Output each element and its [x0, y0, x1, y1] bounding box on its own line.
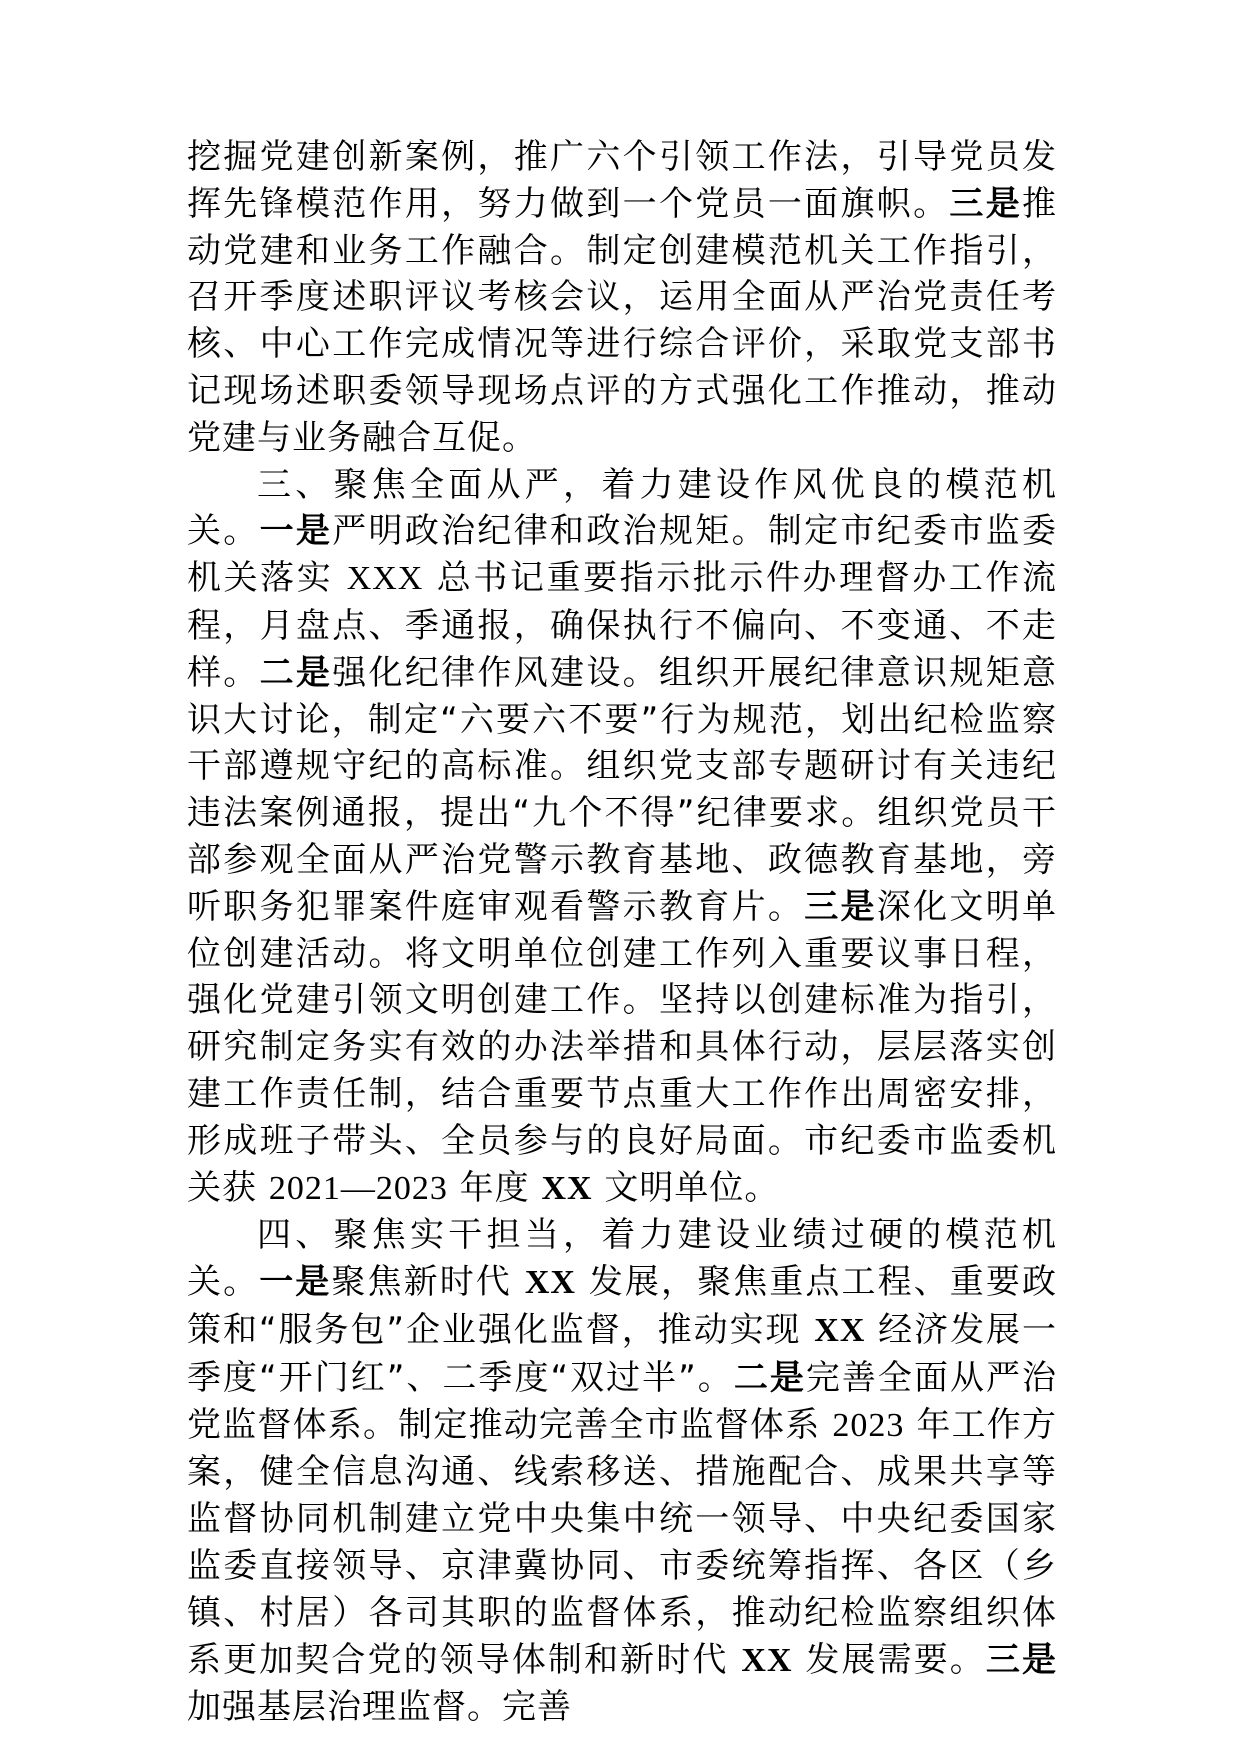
- paragraph-section-four: [187, 1212, 1057, 1731]
- text-segment: 挖掘党建创新案例，推广六个引领工作法，引导党员发挥先锋模范作用，努力做到一个党员一面旗帜。: [187, 137, 1057, 224]
- section-heading-four: 四、聚焦实干担当，着力建设业绩过硬的模范机关。: [187, 1215, 1057, 1303]
- paragraph-section-three: [187, 462, 1057, 1213]
- text-segment: 加强基层治理监督。完善: [187, 1687, 572, 1728]
- bold-marker-third: 三是: [949, 183, 1022, 224]
- text-segment: 聚焦新时代: [331, 1262, 525, 1303]
- latin-text: 2023: [832, 1406, 905, 1444]
- text-segment: 强化纪律作风建设。组织开展纪律意识规矩意识大讨论，制定“六要六不要”行为规范，划出纪检监察干部遵规守纪的高标准。组织党支部专题研讨有关违纪违法案例通报，提出“九个不得”纪律要求。组织党员干部参观全面从严治党警示教育基地、政德教育基地，旁听职务犯罪案件庭审观看警示教育片。: [187, 652, 1057, 927]
- text-segment: 年度: [447, 1167, 542, 1208]
- latin-bold-text: XX: [541, 1169, 593, 1207]
- bold-marker-third: 三是: [985, 1639, 1058, 1680]
- text-segment: 严明政治纪律和政治规矩。制定市纪委市监委机关落实: [187, 511, 1057, 599]
- text-segment: 文明单位。: [592, 1167, 780, 1208]
- bold-marker-first: 一是: [259, 511, 333, 552]
- section-heading-three: 三、聚焦全面从严，着力建设作风优良的模范机关。: [187, 464, 1057, 552]
- text-segment: 总书记重要指示批示件办理督办工作流程，月盘点、季通报，确保执行不偏向、不变通、不走样。: [187, 558, 1057, 693]
- latin-text: 2021—2023: [268, 1169, 448, 1207]
- latin-bold-text: XX: [524, 1264, 576, 1302]
- bold-marker-first: 一是: [259, 1262, 332, 1303]
- text-segment: 深化文明单位创建活动。将文明单位创建工作列入重要议事日程，强化党建引领文明创建工作。坚持以创建标准为指引，研究制定务实有效的办法举措和具体行动，层层落实创建工作责任制，结合重要节点重大工作作出周密安排，形成班子带头、全员参与的良好局面。市纪委市监委机关获: [187, 886, 1058, 1208]
- text-segment: 发展，聚焦重点工程、重要政策和“服务包”企业强化监督，推动实现: [187, 1262, 1058, 1350]
- paragraph-party-building-integration: [187, 134, 1057, 462]
- text-segment: 经济发展一季度“开门红”、二季度“双过半”。: [187, 1309, 1057, 1398]
- document-page: [187, 134, 1057, 1731]
- bold-marker-second: 二是: [733, 1357, 806, 1398]
- text-segment: 年工作方案，健全信息沟通、线索移送、措施配合、成果共享等监督协同机制建立党中央集中统一领导、中央纪委国家监委直接领导、京津冀协同、市委统筹指挥、各区（乡镇、村居）各司其职的监督体系，推动纪检监察组织体系更加契合党的领导体制和新时代: [187, 1404, 1057, 1680]
- latin-bold-text: XX: [814, 1311, 866, 1349]
- latin-text: XXX: [346, 560, 424, 598]
- latin-bold-text: XX: [741, 1641, 793, 1679]
- text-segment: 发展需要。: [792, 1639, 986, 1680]
- text-segment: 推动党建和业务工作融合。制定创建模范机关工作指引，召开季度述职评议考核会议，运用全面从严治党责任考核、中心工作完成情况等进行综合评价，采取党支部书记现场述职委领导现场点评的方式强化工作推动，推动党建与业务融合互促。: [187, 183, 1057, 458]
- bold-marker-second: 二是: [259, 652, 333, 693]
- bold-marker-third: 三是: [804, 886, 877, 927]
- text-segment: 完善全面从严治党监督体系。制定推动完善全市监督体系: [187, 1357, 1058, 1445]
